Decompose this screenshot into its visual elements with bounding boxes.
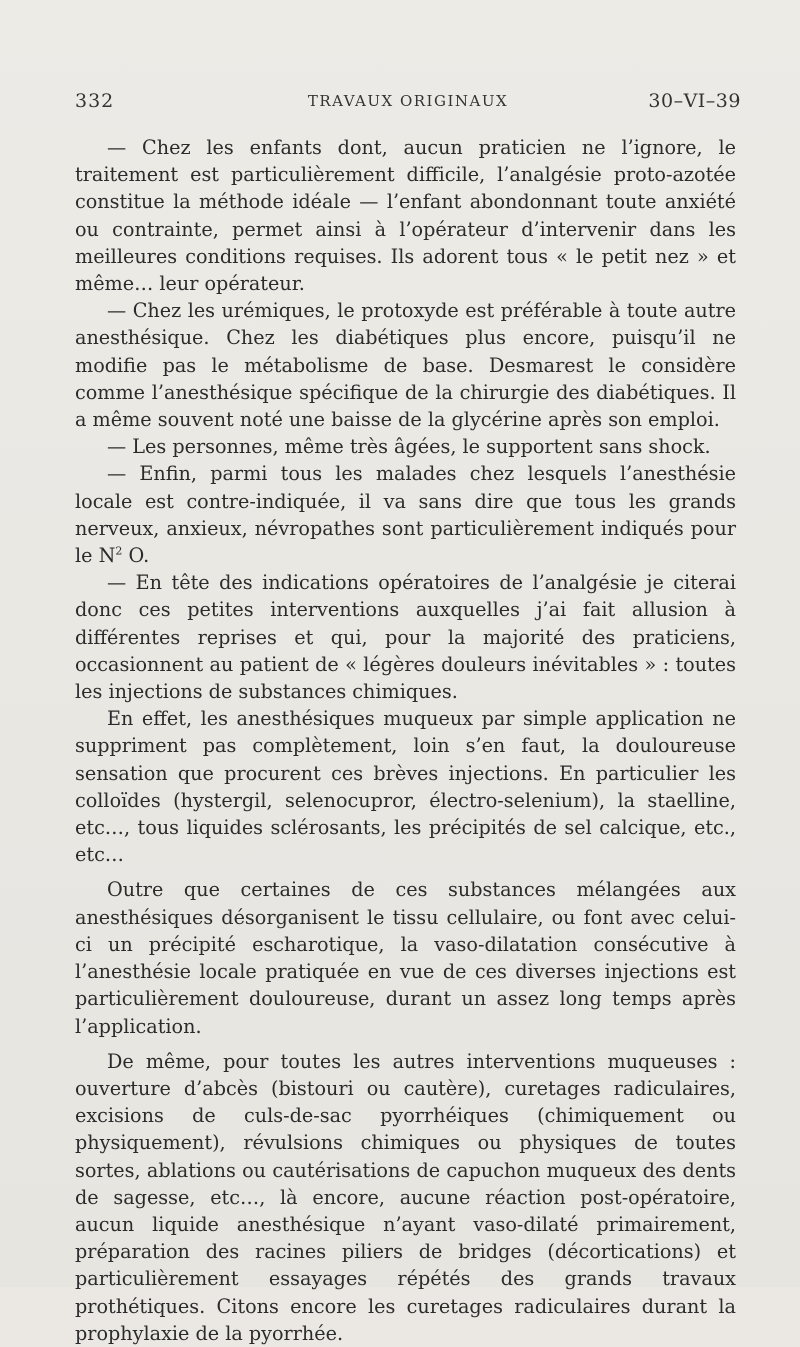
paragraph-nervous-patients — [75, 460, 736, 569]
paragraph-elderly: — Les personnes, même très âgées, le supportent sans shock. — [107, 435, 711, 459]
nervous-patients-text: — Enfin, parmi tous les malades chez lesquels l’anesthésie locale est contre-indiquée, il va sans dire que tous les grands nerveux, anxieux, névropathes sont particulièrement indiqués pour le N — [75, 462, 736, 568]
nervous-patients-end: O. — [122, 544, 150, 568]
journal-section-title: TRAVAUX ORIGINAUX — [307, 92, 509, 110]
running-head — [75, 90, 741, 118]
paragraph-children: — Chez les enfants dont, aucun praticien ne l’ignore, le traitement est particulièrement difficile, l’analgésie proto-azotée constitue la méthode idéale — l’enfant abondonnant toute anxiété ou contrainte, permet ainsi à l’opérateur d’intervenir dans les meilleures conditions requises. Ils adorent tous « le petit nez » et même… leur opérateur. — [75, 136, 736, 296]
nitrous-oxide-subscript: 2 — [115, 544, 123, 558]
paragraph-mucous-anesthetics: En effet, les anesthésiques muqueux par simple application ne suppriment pas complètement, loin s’en faut, la douloureuse sensation que procurent ces brèves injections. En particulier les colloïdes (hystergil, selenocupror, électro-selenium), la staelline, etc…, tous liquides sclérosants, les précipités de sel calcique, etc., etc… — [75, 707, 736, 867]
issue-date: 30–VI–39 — [648, 90, 741, 112]
paragraph-other-interventions: De même, pour toutes les autres interventions muqueuses : ouverture d’abcès (bistouri ou cautère), curetages radiculaires, excisions de culs-de-sac pyorrhéiques (chimiquement ou physiquement), révulsions chimiques ou physiques de toutes sortes, ablations ou cautérisations de capuchon muqueux des dents de sagesse, etc…, là encore, aucune réaction post-opératoire, aucun liquide anesthésique n’ayant vaso-dilaté primairement, préparation des racines piliers de bridges (décortications) et particulièrement essayages répétés des grands travaux prothétiques. Citons encore les curetages radiculaires durant la prophylaxie de la pyorrhée. — [75, 1049, 736, 1345]
paragraph-vasodilatation: Outre que certaines de ces substances mélangées aux anesthésiques désorganisent le tissu cellulaire, ou font avec celui-ci un précipité escharotique, la vaso-dilatation consécutive à l’anesthésie locale pratiquée en vue de ces diverses injections est particulièrement douloureuse, durant un assez long temps après l’application. — [75, 878, 736, 1038]
paragraph-indications: — En tête des indications opératoires de l’analgésie je citerai donc ces petites interventions auxquelles j’ai fait allusion à différentes reprises et qui, pour la majorité des praticiens, occasionnent au patient de « légères douleurs inévitables » : toutes les injections de substances chimiques. — [75, 571, 736, 704]
paragraph-uremics-diabetics: — Chez les urémiques, le protoxyde est préférable à toute autre anesthésique. Chez les diabétiques plus encore, puisqu’il ne modifie pas le métabolisme de base. Desmarest le considère comme l’anesthésique spécifique de la chirurgie des diabétiques. Il a même souvent noté une baisse de la glycérine après son emploi. — [75, 299, 736, 432]
body-text — [75, 134, 736, 1347]
page-number: 332 — [75, 90, 115, 112]
